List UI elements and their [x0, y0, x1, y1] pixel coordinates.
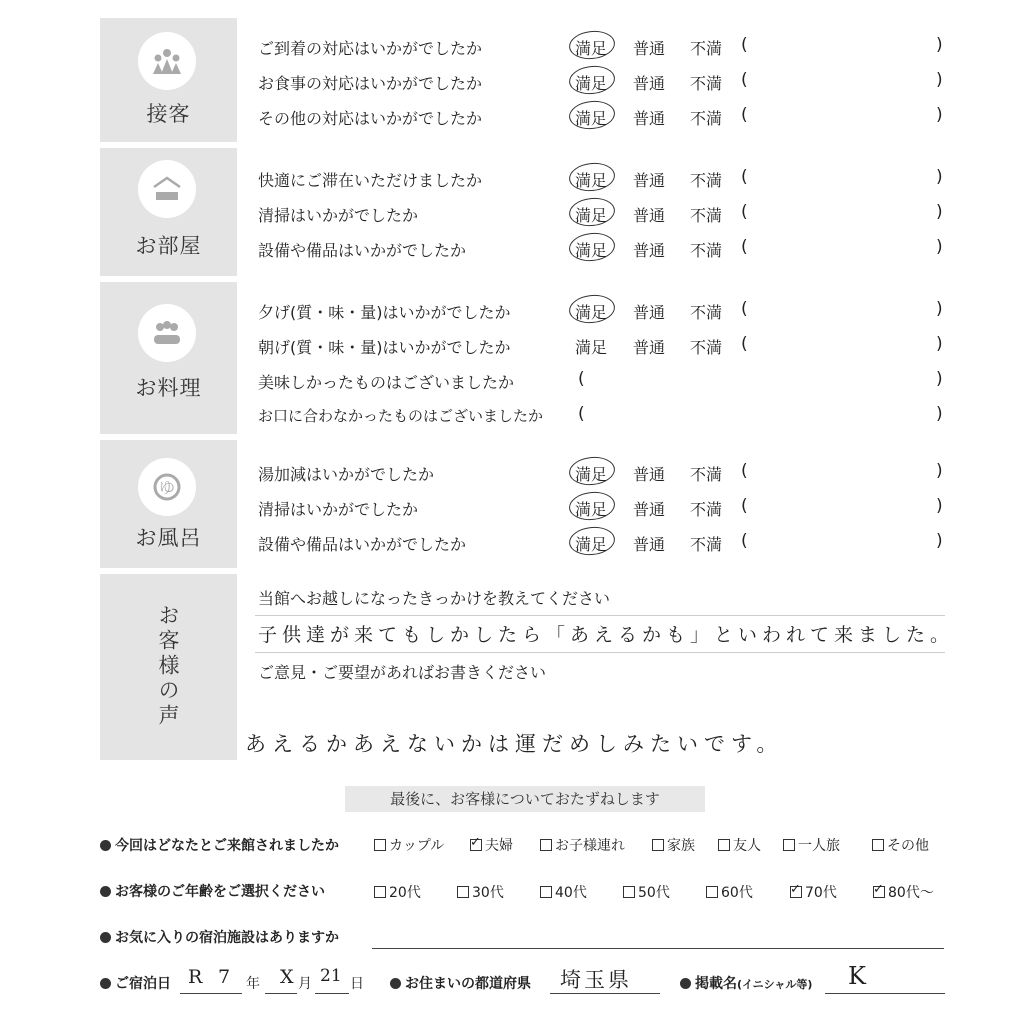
question-text: 清掃はいかがでしたか [258, 206, 419, 225]
rating-option[interactable]: 普通 [633, 74, 666, 93]
voice-answer-1[interactable]: 子供達が来てもしかしたら「あえるかも」といわれて来ました。 [258, 624, 955, 646]
date-underline [265, 993, 297, 994]
question-text: 設備や備品はいかがでしたか [258, 535, 467, 554]
paren-close: ) [936, 35, 943, 55]
checkbox-label: 60代 [721, 885, 753, 901]
checkbox-option[interactable] [470, 835, 513, 855]
rating-option[interactable]: 満足 [575, 535, 608, 554]
category-reception [100, 18, 237, 142]
rating-option[interactable]: 満足 [575, 500, 608, 519]
rating-option[interactable]: 普通 [633, 303, 666, 322]
rating-option[interactable]: 不満 [690, 500, 723, 519]
question-text: 朝げ(質・味・量)はいかがでしたか [258, 338, 511, 357]
companion-question: 今回はどなたとご来館されましたか [100, 835, 339, 855]
paren-close: ) [936, 334, 943, 354]
checkbox-label: 30代 [472, 885, 504, 901]
paren-close: ) [936, 369, 943, 389]
answer-line [255, 652, 945, 653]
checkbox-icon[interactable] [872, 839, 884, 851]
answer-line [255, 615, 945, 616]
bullet-icon [390, 978, 401, 989]
checkbox-label: 40代 [555, 885, 587, 901]
checked-box-icon[interactable] [873, 886, 885, 898]
publish-name-underline [825, 993, 945, 994]
checkbox-label: 友人 [733, 838, 761, 854]
paren-close: ) [936, 299, 943, 319]
rating-option[interactable]: 不満 [690, 171, 723, 190]
checkbox-option[interactable] [652, 835, 695, 855]
paren-open: ( [741, 35, 748, 55]
question-text: その他の対応はいかがでしたか [258, 109, 483, 128]
rating-option[interactable]: 不満 [690, 241, 723, 260]
category-name: 接客 [146, 102, 191, 126]
paren-open: ( [578, 369, 585, 389]
paren-close: ) [936, 237, 943, 257]
rating-option[interactable]: 不満 [690, 74, 723, 93]
checkbox-icon[interactable] [623, 886, 635, 898]
checkbox-option[interactable] [706, 882, 753, 902]
stay-year[interactable]: 7 [218, 966, 231, 988]
month-label: 月 [298, 976, 312, 992]
checkbox-option[interactable] [623, 882, 670, 902]
checkbox-icon[interactable] [374, 839, 386, 851]
rating-option[interactable]: 満足 [575, 109, 608, 128]
checkbox-label: 家族 [667, 838, 695, 854]
rating-option[interactable]: 不満 [690, 303, 723, 322]
checkbox-icon[interactable] [457, 886, 469, 898]
voice-question-2: ご意見・ご要望があればお書きください [258, 663, 547, 682]
voice-label: お客様の声 [156, 604, 180, 729]
svg-text:ゆ: ゆ [158, 478, 176, 497]
publish-name-label: 掲載名(イニシャル等) [680, 973, 812, 993]
rating-option[interactable]: 満足 [575, 303, 608, 322]
rating-option[interactable]: 普通 [633, 39, 666, 58]
checkbox-option[interactable] [540, 882, 587, 902]
category-room [100, 148, 237, 276]
people-icon [138, 32, 196, 90]
rating-option[interactable]: 普通 [633, 109, 666, 128]
prefecture-underline [550, 993, 660, 994]
prefecture-label: お住まいの都道府県 [390, 973, 531, 993]
checkbox-icon[interactable] [374, 886, 386, 898]
room-icon [138, 160, 196, 218]
paren-close: ) [936, 496, 943, 516]
paren-close: ) [936, 202, 943, 222]
paren-open: ( [741, 496, 748, 516]
food-icon [138, 304, 196, 362]
bullet-icon [680, 978, 691, 989]
rating-option[interactable]: 満足 [575, 465, 608, 484]
date-underline [315, 993, 349, 994]
paren-close: ) [936, 461, 943, 481]
checkbox-label: 50代 [638, 885, 670, 901]
checkbox-option[interactable] [790, 882, 837, 902]
category-name: お料理 [135, 376, 202, 400]
checkbox-option[interactable] [783, 835, 840, 855]
paren-close: ) [936, 531, 943, 551]
checkbox-icon[interactable] [540, 839, 552, 851]
age-question: お客様のご年齢をご選択ください [100, 881, 325, 901]
stay-month[interactable]: X [280, 966, 294, 988]
rating-option[interactable]: 普通 [633, 500, 666, 519]
rating-option[interactable]: 普通 [633, 535, 666, 554]
checkbox-option[interactable] [540, 835, 625, 855]
checkbox-label: 70代 [805, 885, 837, 901]
checkbox-label: 80代〜 [888, 885, 934, 901]
rating-option[interactable]: 普通 [633, 465, 666, 484]
question-text: ご到着の対応はいかがでしたか [258, 39, 483, 58]
checkbox-label: 20代 [389, 885, 421, 901]
stay-era[interactable]: R [188, 966, 203, 988]
question-text: 設備や備品はいかがでしたか [258, 241, 467, 260]
favorite-answer-line[interactable] [372, 948, 944, 949]
bullet-icon [100, 840, 111, 851]
checkbox-icon[interactable] [783, 839, 795, 851]
checkbox-option[interactable] [374, 882, 421, 902]
paren-open: ( [741, 461, 748, 481]
stay-date-label: ご宿泊日 [100, 973, 171, 993]
paren-close: ) [936, 167, 943, 187]
rating-option[interactable]: 不満 [690, 206, 723, 225]
voice-question-1: 当館へお越しになったきっかけを教えてください [258, 589, 611, 608]
rating-option[interactable]: 満足 [575, 74, 608, 93]
rating-option[interactable]: 不満 [690, 465, 723, 484]
question-text: お口に合わなかったものはございましたか [258, 407, 544, 425]
bullet-icon [100, 978, 111, 989]
paren-close: ) [936, 404, 943, 424]
paren-open: ( [741, 167, 748, 187]
paren-open: ( [741, 105, 748, 125]
rating-option[interactable]: 満足 [575, 241, 608, 260]
checkbox-option[interactable] [718, 835, 761, 855]
rating-option[interactable]: 満足 [575, 338, 608, 357]
favorite-question: お気に入りの宿泊施設はありますか [100, 927, 339, 947]
question-text: 湯加減はいかがでしたか [258, 465, 435, 484]
question-text: 夕げ(質・味・量)はいかがでしたか [258, 303, 511, 322]
checkbox-label: カップル [389, 838, 445, 854]
rating-option[interactable]: 普通 [633, 206, 666, 225]
category-bath [100, 440, 237, 568]
paren-open: ( [741, 334, 748, 354]
bullet-icon [100, 932, 111, 943]
category-name: お風呂 [135, 526, 202, 550]
rating-option[interactable]: 不満 [690, 39, 723, 58]
bullet-icon [100, 886, 111, 897]
checkbox-option[interactable] [457, 882, 504, 902]
paren-open: ( [741, 237, 748, 257]
rating-option[interactable]: 満足 [575, 171, 608, 190]
day-label: 日 [350, 976, 364, 992]
paren-close: ) [936, 105, 943, 125]
prefecture-value[interactable]: 埼玉県 [560, 968, 632, 992]
paren-close: ) [936, 70, 943, 90]
paren-open: ( [741, 531, 748, 551]
rating-option[interactable]: 満足 [575, 39, 608, 58]
rating-option[interactable]: 普通 [633, 171, 666, 190]
checkbox-option[interactable] [873, 882, 934, 902]
bath-icon [138, 458, 196, 516]
checkbox-option[interactable] [374, 835, 444, 855]
rating-option[interactable]: 普通 [633, 241, 666, 260]
date-underline [180, 993, 242, 994]
final-banner: 最後に、お客様についておたずねします [345, 786, 705, 812]
rating-option[interactable]: 不満 [690, 338, 723, 357]
checked-box-icon[interactable] [470, 839, 482, 851]
checkbox-label: 一人旅 [798, 838, 840, 854]
checked-box-icon[interactable] [790, 886, 802, 898]
category-name: お部屋 [135, 234, 202, 258]
checkbox-icon[interactable] [652, 839, 664, 851]
stay-day[interactable]: 21 [320, 966, 342, 986]
paren-open: ( [741, 70, 748, 90]
checkbox-label: 夫婦 [485, 838, 513, 854]
rating-option[interactable]: 不満 [690, 535, 723, 554]
question-text: お食事の対応はいかがでしたか [258, 74, 483, 93]
rating-option[interactable]: 不満 [690, 109, 723, 128]
voice-answer-2[interactable]: あえるかあえないかは運だめしみたいです。 [245, 732, 784, 756]
paren-open: ( [741, 299, 748, 319]
year-label: 年 [246, 976, 260, 992]
checkbox-label: お子様連れ [555, 838, 625, 854]
paren-open: ( [578, 404, 585, 424]
question-text: 快適にご滞在いただけましたか [258, 171, 483, 190]
checkbox-icon[interactable] [718, 839, 730, 851]
question-text: 清掃はいかがでしたか [258, 500, 419, 519]
question-text: 美味しかったものはございましたか [258, 373, 515, 392]
publish-name-value[interactable]: K [848, 962, 866, 990]
category-food [100, 282, 237, 434]
paren-open: ( [741, 202, 748, 222]
checkbox-icon[interactable] [706, 886, 718, 898]
checkbox-icon[interactable] [540, 886, 552, 898]
checkbox-option[interactable] [872, 835, 929, 855]
rating-option[interactable]: 満足 [575, 206, 608, 225]
checkbox-label: その他 [887, 838, 929, 854]
rating-option[interactable]: 普通 [633, 338, 666, 357]
